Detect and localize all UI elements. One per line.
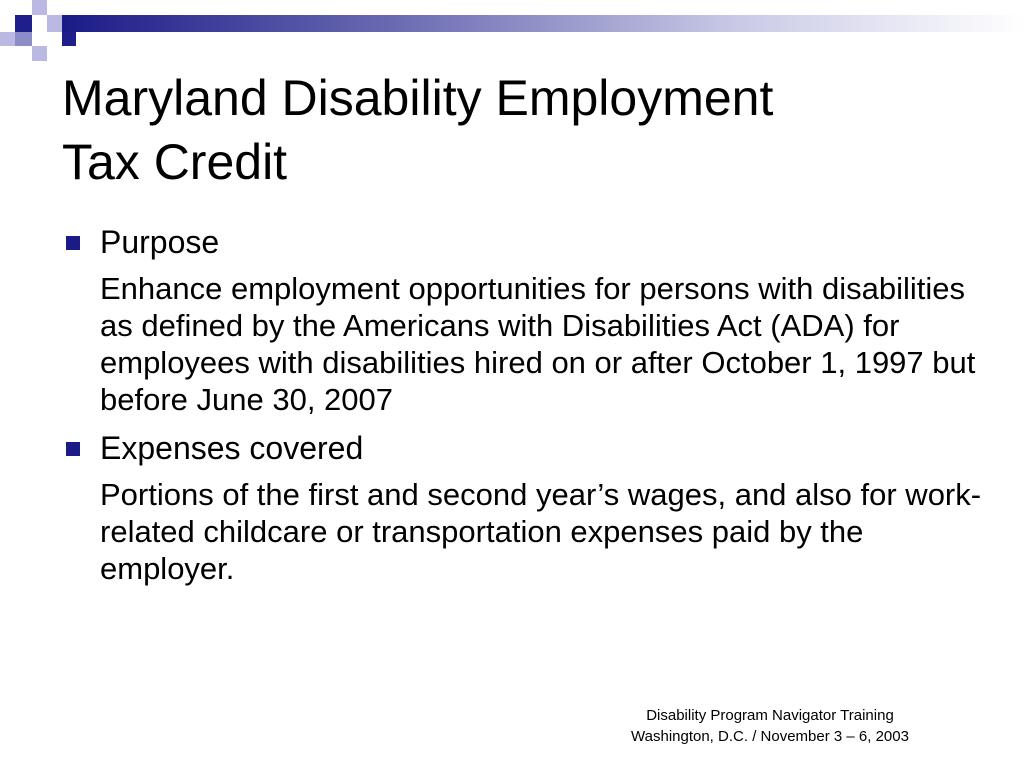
decor-square-7 [62,32,76,46]
header-gradient-bar [62,15,1024,32]
bullet-item-purpose [62,222,982,262]
bullet-body-expenses: Portions of the first and second year’s wages, and also for work-related childcare or transportation expenses paid by the employer. [100,477,982,586]
slide-content [62,222,982,587]
title-line-2: Tax Credit [62,134,288,190]
footer-line-1: Disability Program Navigator Training [646,707,894,724]
decor-square-3 [47,15,62,32]
bullet-body-purpose: Enhance employment opportunities for persons with disabilities as defined by the Americans with Disabilities Act (ADA) for employees with disabilities hired on or after October 1, 1997 but before June 30, 2007 [100,271,976,417]
square-bullet-icon [66,442,80,456]
decor-square-2 [32,0,47,15]
square-bullet-icon [66,236,80,250]
slide-footer [560,705,980,747]
decor-square-6 [0,32,15,46]
bullet-heading: Purpose [100,224,220,260]
bullet-heading: Expenses covered [100,430,364,466]
title-line-1: Maryland Disability Employment [62,70,774,126]
footer-line-2: Washington, D.C. / November 3 – 6, 2003 [631,728,909,745]
decor-square-5 [32,46,47,61]
bullet-item-expenses [62,428,982,468]
decor-square-4 [15,32,32,46]
slide-title [62,66,962,194]
decor-square-1 [15,15,32,32]
